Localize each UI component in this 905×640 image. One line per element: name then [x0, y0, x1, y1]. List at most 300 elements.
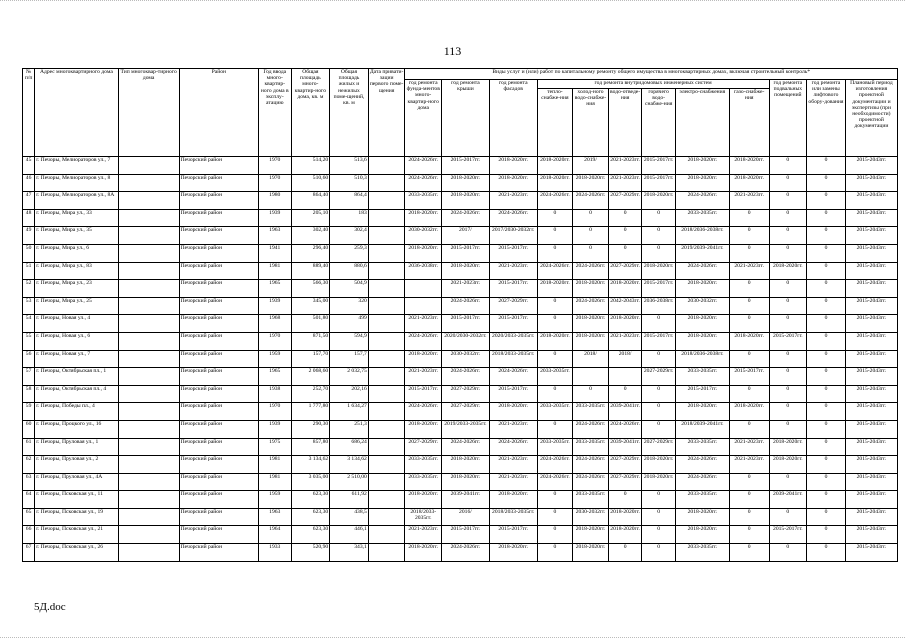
- cell-hot-water: 2036-2038гг.: [642, 297, 676, 315]
- cell-basement-repair: 0: [769, 350, 807, 368]
- cell-roof-repair: 2024-2026гг.: [442, 438, 490, 456]
- cell-district: Печорский район: [179, 192, 258, 210]
- cell-planned-period: 2015-2043гг.: [845, 262, 897, 280]
- cell-year: 1964: [258, 526, 291, 544]
- cell-hot-water: 0: [642, 209, 676, 227]
- cell-basement-repair: 2018-2020гг.: [769, 262, 807, 280]
- cell-address: г. Печоры, Мелиораторов ул., 7: [35, 157, 118, 175]
- cell-cold-water: 2030-2032гг.: [573, 508, 609, 526]
- cell-heat-supply: 2018-2020гг.: [537, 332, 573, 350]
- table-body: [23, 157, 898, 562]
- cell-total-area: 566,30: [291, 280, 330, 298]
- cell-address: г. Печоры, Процкого ул., 16: [35, 420, 118, 438]
- cell-year: 1939: [258, 420, 291, 438]
- cell-drainage: 2018-2020гг.: [608, 526, 642, 544]
- cell-lift-repair: 0: [807, 385, 846, 403]
- cell-roof-repair: 2021-2023гг.: [442, 280, 490, 298]
- cell-drainage: 2024-2026гг.: [608, 420, 642, 438]
- cell-planned-period: 2015-2043гг.: [845, 368, 897, 386]
- cell-hot-water: 0: [642, 350, 676, 368]
- cell-gas-supply: 0: [729, 508, 769, 526]
- cell-cold-water: 2018-2020гг.: [573, 315, 609, 333]
- cell-electro-supply: 2024-2026гг.: [675, 262, 729, 280]
- cell-facade-repair: 2021-2023гг.: [489, 420, 537, 438]
- cell-house-type: [118, 280, 179, 298]
- cell-electro-supply: 2018-2020гг.: [675, 315, 729, 333]
- cell-facade-repair: 2024-2026гг.: [489, 368, 537, 386]
- cell-row-number: 45: [23, 157, 35, 175]
- cell-basement-repair: 0: [769, 315, 807, 333]
- cell-living-area: 2 510,00: [330, 473, 369, 491]
- cell-gas-supply: 2018-2020гг.: [729, 157, 769, 175]
- cell-living-area: 513,6: [330, 157, 369, 175]
- cell-roof-repair: 2018-2020гг.: [442, 456, 490, 474]
- cell-gas-supply: 0: [729, 280, 769, 298]
- cell-basement-repair: 0: [769, 244, 807, 262]
- cell-lift-repair: 0: [807, 350, 846, 368]
- cell-basement-repair: 2015-2017гг.: [769, 332, 807, 350]
- cell-row-number: 58: [23, 385, 35, 403]
- cell-electro-supply: 2018-2020гг.: [675, 508, 729, 526]
- header-num: № п/п: [23, 69, 35, 157]
- cell-address: г. Печоры, Пруловая ул., 2: [35, 456, 118, 474]
- table-row: [23, 526, 898, 544]
- cell-house-type: [118, 456, 179, 474]
- cell-foundation-repair: 2024-2026гг.: [405, 403, 442, 421]
- cell-address: г. Печоры, Мелиораторов ул., 8А: [35, 192, 118, 210]
- table-row: [23, 157, 898, 175]
- cell-hot-water: 0: [642, 420, 676, 438]
- cell-lift-repair: 0: [807, 209, 846, 227]
- cell-lift-repair: 0: [807, 473, 846, 491]
- cell-roof-repair: 2024-2026гг.: [442, 209, 490, 227]
- cell-house-type: [118, 262, 179, 280]
- cell-district: Печорский район: [179, 385, 258, 403]
- cell-living-area: 251,3: [330, 420, 369, 438]
- cell-address: г. Печоры, Новая ул., 4: [35, 315, 118, 333]
- cell-roof-repair: 2019/2033-2035гг.: [442, 420, 490, 438]
- cell-facade-repair: 2021-2023гг.: [489, 456, 537, 474]
- cell-district: Печорский район: [179, 280, 258, 298]
- cell-cold-water: 0: [573, 227, 609, 245]
- cell-gas-supply: 0: [729, 473, 769, 491]
- cell-hot-water: 2027-2029гг.: [642, 438, 676, 456]
- cell-planned-period: 2015-2043гг.: [845, 420, 897, 438]
- cell-privatization-date: [368, 227, 405, 245]
- cell-basement-repair: 2018-2020гг.: [769, 438, 807, 456]
- cell-gas-supply: 2021-2023гг.: [729, 262, 769, 280]
- cell-cold-water: 2033-2035гг.: [573, 403, 609, 421]
- cell-address: г. Печоры, Псковская ул., 19: [35, 508, 118, 526]
- cell-roof-repair: 2017/: [442, 227, 490, 245]
- cell-facade-repair: 2015-2017гг.: [489, 315, 537, 333]
- cell-roof-repair: 2027-2029гг.: [442, 403, 490, 421]
- cell-row-number: 46: [23, 174, 35, 192]
- cell-house-type: [118, 473, 179, 491]
- cell-foundation-repair: 2015-2017гг.: [405, 385, 442, 403]
- header-address: Адрес многоквартирного дома: [35, 69, 118, 157]
- cell-heat-supply: 0: [537, 244, 573, 262]
- cell-privatization-date: [368, 473, 405, 491]
- cell-address: г. Печоры, Октябрьская пл., 4: [35, 385, 118, 403]
- cell-facade-repair: 2018-2020гг.: [489, 491, 537, 509]
- cell-facade-repair: 2018/2033-2035гг.: [489, 350, 537, 368]
- repair-schedule-table: [22, 68, 898, 562]
- cell-row-number: 66: [23, 526, 35, 544]
- cell-house-type: [118, 420, 179, 438]
- cell-drainage: 2021-2023гг.: [608, 332, 642, 350]
- cell-heat-supply: 0: [537, 385, 573, 403]
- cell-living-area: 1 634,27: [330, 403, 369, 421]
- cell-row-number: 49: [23, 227, 35, 245]
- cell-basement-repair: 0: [769, 508, 807, 526]
- cell-electro-supply: 2018/2036-2038гг.: [675, 227, 729, 245]
- cell-year: 1980: [258, 192, 291, 210]
- cell-drainage: 2039-2041гг.: [608, 438, 642, 456]
- cell-cold-water: 0: [573, 385, 609, 403]
- cell-heat-supply: 0: [537, 209, 573, 227]
- cell-total-area: 623,30: [291, 526, 330, 544]
- cell-planned-period: 2015-2043гг.: [845, 227, 897, 245]
- cell-year: 1965: [258, 368, 291, 386]
- cell-heat-supply: 0: [537, 297, 573, 315]
- cell-row-number: 53: [23, 297, 35, 315]
- cell-gas-supply: 0: [729, 297, 769, 315]
- cell-roof-repair: 2018-2020гг.: [442, 192, 490, 210]
- header-gas: газо-снабже-ния: [729, 89, 769, 157]
- cell-basement-repair: 0: [769, 473, 807, 491]
- cell-house-type: [118, 491, 179, 509]
- cell-gas-supply: 0: [729, 420, 769, 438]
- cell-hot-water: 0: [642, 526, 676, 544]
- cell-privatization-date: [368, 544, 405, 562]
- cell-year: 1970: [258, 157, 291, 175]
- cell-drainage: 2018/: [608, 350, 642, 368]
- cell-drainage: 0: [608, 209, 642, 227]
- cell-hot-water: 2018-2020гг.: [642, 456, 676, 474]
- cell-heat-supply: 0: [537, 227, 573, 245]
- cell-address: г. Печоры, Октябрьская пл., 1: [35, 368, 118, 386]
- cell-planned-period: 2015-2043гг.: [845, 315, 897, 333]
- cell-address: г. Печоры, Псковская ул., 26: [35, 544, 118, 562]
- cell-year: 1968: [258, 315, 291, 333]
- cell-roof-repair: 2020/2030-2032гг.: [442, 332, 490, 350]
- page-number: 113: [443, 44, 462, 58]
- cell-row-number: 47: [23, 192, 35, 210]
- cell-foundation-repair: 2018/2033-2035гг.: [405, 508, 442, 526]
- cell-address: г. Печоры, Псковская ул., 11: [35, 491, 118, 509]
- cell-heat-supply: 2033-2035гг.: [537, 403, 573, 421]
- cell-living-area: 446,1: [330, 526, 369, 544]
- cell-row-number: 63: [23, 473, 35, 491]
- cell-hot-water: 0: [642, 315, 676, 333]
- cell-privatization-date: [368, 280, 405, 298]
- cell-total-area: 290,30: [291, 420, 330, 438]
- cell-lift-repair: 0: [807, 403, 846, 421]
- cell-cold-water: 0: [573, 244, 609, 262]
- cell-cold-water: 2018-2020гг.: [573, 280, 609, 298]
- cell-total-area: 302,40: [291, 227, 330, 245]
- cell-hot-water: 0: [642, 227, 676, 245]
- cell-total-area: 3 134,62: [291, 456, 330, 474]
- cell-hot-water: 2015-2017гг.: [642, 174, 676, 192]
- cell-privatization-date: [368, 403, 405, 421]
- cell-basement-repair: 0: [769, 297, 807, 315]
- cell-lift-repair: 0: [807, 508, 846, 526]
- table-row: [23, 227, 898, 245]
- cell-address: г. Печоры, Мира ул., 23: [35, 280, 118, 298]
- cell-facade-repair: 2027-2029гг.: [489, 297, 537, 315]
- cell-lift-repair: 0: [807, 526, 846, 544]
- cell-planned-period: 2015-2043гг.: [845, 332, 897, 350]
- cell-cold-water: 2024-2026гг.: [573, 192, 609, 210]
- cell-total-area: 3 035,00: [291, 473, 330, 491]
- cell-drainage: 2027-2029гг.: [608, 456, 642, 474]
- table-row: [23, 244, 898, 262]
- cell-foundation-repair: 2018-2020гг.: [405, 209, 442, 227]
- cell-hot-water: 0: [642, 244, 676, 262]
- cell-privatization-date: [368, 157, 405, 175]
- cell-lift-repair: 0: [807, 157, 846, 175]
- cell-basement-repair: 2015-2017гг.: [769, 526, 807, 544]
- cell-cold-water: 2018-2020гг.: [573, 526, 609, 544]
- cell-house-type: [118, 192, 179, 210]
- cell-roof-repair: 2018-2020гг.: [442, 473, 490, 491]
- cell-planned-period: 2015-2043гг.: [845, 385, 897, 403]
- cell-total-area: 864,40: [291, 192, 330, 210]
- cell-gas-supply: 0: [729, 526, 769, 544]
- cell-facade-repair: 2024-2026гг.: [489, 438, 537, 456]
- cell-cold-water: 2024-2026гг.: [573, 297, 609, 315]
- header-roof: год ремонта крыши: [442, 80, 490, 157]
- cell-total-area: 857,80: [291, 438, 330, 456]
- cell-district: Печорский район: [179, 350, 258, 368]
- cell-facade-repair: 2024-2026гг.: [489, 209, 537, 227]
- cell-planned-period: 2015-2043гг.: [845, 403, 897, 421]
- header-facade: год ремонта фасадов: [489, 80, 537, 157]
- cell-row-number: 55: [23, 332, 35, 350]
- cell-gas-supply: 2018-2020гг.: [729, 174, 769, 192]
- cell-hot-water: 0: [642, 403, 676, 421]
- cell-address: г. Печоры, Пруловая ул., 4А: [35, 473, 118, 491]
- cell-cold-water: [573, 368, 609, 386]
- cell-basement-repair: 0: [769, 174, 807, 192]
- cell-hot-water: 0: [642, 508, 676, 526]
- cell-row-number: 54: [23, 315, 35, 333]
- cell-roof-repair: 2024-2026гг.: [442, 544, 490, 562]
- cell-house-type: [118, 297, 179, 315]
- cell-facade-repair: 2017/2030-2032гг.: [489, 227, 537, 245]
- cell-facade-repair: 2018/2033-2035гг.: [489, 508, 537, 526]
- cell-lift-repair: 0: [807, 192, 846, 210]
- cell-total-area: 157,70: [291, 350, 330, 368]
- cell-roof-repair: 2024-2026гг.: [442, 297, 490, 315]
- cell-heat-supply: 2024-2026гг.: [537, 262, 573, 280]
- cell-electro-supply: 2018-2020гг.: [675, 157, 729, 175]
- cell-facade-repair: 2021-2023гг.: [489, 192, 537, 210]
- cell-planned-period: 2015-2043гг.: [845, 473, 897, 491]
- cell-planned-period: 2015-2043гг.: [845, 209, 897, 227]
- cell-total-area: 2 068,60: [291, 368, 330, 386]
- cell-district: Печорский район: [179, 174, 258, 192]
- header-drain: водо-отведе-ния: [608, 89, 642, 157]
- cell-living-area: 510,3: [330, 174, 369, 192]
- cell-drainage: 2018-2020гг.: [608, 508, 642, 526]
- cell-total-area: 623,30: [291, 508, 330, 526]
- cell-privatization-date: [368, 332, 405, 350]
- cell-house-type: [118, 227, 179, 245]
- cell-electro-supply: 2018-2020гг.: [675, 332, 729, 350]
- cell-district: Печорский район: [179, 244, 258, 262]
- cell-cold-water: 2018-2020гг.: [573, 174, 609, 192]
- cell-cold-water: 2018/: [573, 350, 609, 368]
- cell-foundation-repair: 2021-2023гг.: [405, 368, 442, 386]
- cell-electro-supply: 2019/2039-2041гг.: [675, 244, 729, 262]
- cell-year: 1981: [258, 456, 291, 474]
- cell-electro-supply: 2018/2036-2038гг.: [675, 350, 729, 368]
- cell-year: 1939: [258, 209, 291, 227]
- cell-house-type: [118, 526, 179, 544]
- cell-district: Печорский район: [179, 332, 258, 350]
- cell-house-type: [118, 209, 179, 227]
- cell-address: г. Печоры, Мира ул., 25: [35, 297, 118, 315]
- cell-electro-supply: 2024-2026гг.: [675, 192, 729, 210]
- cell-heat-supply: 0: [537, 420, 573, 438]
- cell-heat-supply: 0: [537, 491, 573, 509]
- cell-lift-repair: 0: [807, 332, 846, 350]
- cell-gas-supply: 0: [729, 491, 769, 509]
- cell-total-area: 520,90: [291, 544, 330, 562]
- cell-hot-water: 2018-2020гг.: [642, 473, 676, 491]
- cell-living-area: 2 032,75: [330, 368, 369, 386]
- cell-year: 1938: [258, 385, 291, 403]
- cell-facade-repair: 2015-2017гг.: [489, 385, 537, 403]
- cell-year: 1963: [258, 508, 291, 526]
- cell-district: Печорский район: [179, 209, 258, 227]
- cell-roof-repair: 2018-2020гг.: [442, 174, 490, 192]
- header-planned-period: Плановый период изготовления проектной документации и экспертизы (при необходимости) проектной документации: [845, 80, 897, 157]
- cell-gas-supply: 2021-2023гг.: [729, 438, 769, 456]
- header-total-area: Общая площадь много-квартир-ного дома, кв. м: [291, 69, 330, 157]
- table-row: [23, 385, 898, 403]
- table-row: [23, 456, 898, 474]
- cell-year: 1970: [258, 332, 291, 350]
- cell-total-area: 501,80: [291, 315, 330, 333]
- cell-house-type: [118, 544, 179, 562]
- cell-total-area: 871,50: [291, 332, 330, 350]
- scan-bottom-edge: [0, 637, 905, 639]
- cell-address: г. Печоры, Мира ул., 6: [35, 244, 118, 262]
- cell-planned-period: 2015-2043гг.: [845, 438, 897, 456]
- cell-planned-period: 2015-2043гг.: [845, 192, 897, 210]
- cell-electro-supply: 2030-2032гг.: [675, 297, 729, 315]
- cell-house-type: [118, 350, 179, 368]
- cell-drainage: 2018-2020гг.: [608, 315, 642, 333]
- cell-facade-repair: 2015-2017гг.: [489, 244, 537, 262]
- cell-year: 1975: [258, 438, 291, 456]
- cell-lift-repair: 0: [807, 368, 846, 386]
- cell-lift-repair: 0: [807, 227, 846, 245]
- cell-heat-supply: 0: [537, 544, 573, 562]
- cell-house-type: [118, 368, 179, 386]
- cell-drainage: 2027-2029гг.: [608, 192, 642, 210]
- header-cold-water: холод-ного водо-снабже-ния: [573, 89, 609, 157]
- cell-district: Печорский район: [179, 456, 258, 474]
- header-systems-group: год ремонта внутридомовых инженерных систем: [537, 80, 769, 89]
- cell-roof-repair: 2039-2041гг.: [442, 491, 490, 509]
- cell-heat-supply: 0: [537, 350, 573, 368]
- cell-row-number: 62: [23, 456, 35, 474]
- cell-district: Печорский район: [179, 526, 258, 544]
- cell-hot-water: 2018-2020гг.: [642, 192, 676, 210]
- cell-total-area: 514,20: [291, 157, 330, 175]
- cell-foundation-repair: 2021-2023гг.: [405, 315, 442, 333]
- table-row: [23, 174, 898, 192]
- cell-foundation-repair: 2018-2020гг.: [405, 491, 442, 509]
- cell-year: 1970: [258, 403, 291, 421]
- cell-privatization-date: [368, 368, 405, 386]
- cell-district: Печорский район: [179, 508, 258, 526]
- cell-electro-supply: 2018-2020гг.: [675, 280, 729, 298]
- cell-facade-repair: 2018-2020гг.: [489, 174, 537, 192]
- cell-foundation-repair: 2021-2023гг.: [405, 526, 442, 544]
- cell-cold-water: 2018-2020гг.: [573, 332, 609, 350]
- cell-electro-supply: 2033-2035гг.: [675, 438, 729, 456]
- cell-cold-water: 2024-2026гг.: [573, 420, 609, 438]
- cell-cold-water: 2024-2026гг.: [573, 456, 609, 474]
- cell-total-area: 889,40: [291, 262, 330, 280]
- cell-house-type: [118, 385, 179, 403]
- cell-address: г. Печоры, Мелиораторов ул., 8: [35, 174, 118, 192]
- cell-district: Печорский район: [179, 297, 258, 315]
- cell-foundation-repair: 2024-2026гг.: [405, 174, 442, 192]
- cell-privatization-date: [368, 262, 405, 280]
- cell-living-area: 343,1: [330, 544, 369, 562]
- cell-district: Печорский район: [179, 420, 258, 438]
- cell-lift-repair: 0: [807, 244, 846, 262]
- cell-gas-supply: 0: [729, 544, 769, 562]
- cell-facade-repair: 2021-2023гг.: [489, 262, 537, 280]
- cell-heat-supply: 2024-2026гг.: [537, 192, 573, 210]
- cell-planned-period: 2015-2043гг.: [845, 491, 897, 509]
- cell-electro-supply: 2018/2039-2041гг.: [675, 420, 729, 438]
- cell-gas-supply: 0: [729, 227, 769, 245]
- cell-house-type: [118, 157, 179, 175]
- cell-privatization-date: [368, 297, 405, 315]
- cell-total-area: 1 777,80: [291, 403, 330, 421]
- cell-year: 1941: [258, 244, 291, 262]
- cell-heat-supply: 2033-2035гг.: [537, 368, 573, 386]
- cell-row-number: 59: [23, 403, 35, 421]
- cell-heat-supply: 2033-2035гг.: [537, 438, 573, 456]
- cell-living-area: 864,4: [330, 192, 369, 210]
- header-heat: тепло-снабже-ния: [537, 89, 573, 157]
- cell-heat-supply: 2024-2026гг.: [537, 473, 573, 491]
- cell-total-area: 510,60: [291, 174, 330, 192]
- header-electro: электро-снабжения: [675, 89, 729, 157]
- cell-electro-supply: 2033-2035гг.: [675, 544, 729, 562]
- cell-privatization-date: [368, 244, 405, 262]
- cell-row-number: 65: [23, 508, 35, 526]
- cell-privatization-date: [368, 209, 405, 227]
- cell-foundation-repair: 2033-2035гг.: [405, 473, 442, 491]
- cell-foundation-repair: 2018-2020гг.: [405, 244, 442, 262]
- cell-facade-repair: 2018-2020гг.: [489, 544, 537, 562]
- cell-lift-repair: 0: [807, 297, 846, 315]
- cell-district: Печорский район: [179, 157, 258, 175]
- cell-row-number: 56: [23, 350, 35, 368]
- cell-roof-repair: 2015-2017гг.: [442, 157, 490, 175]
